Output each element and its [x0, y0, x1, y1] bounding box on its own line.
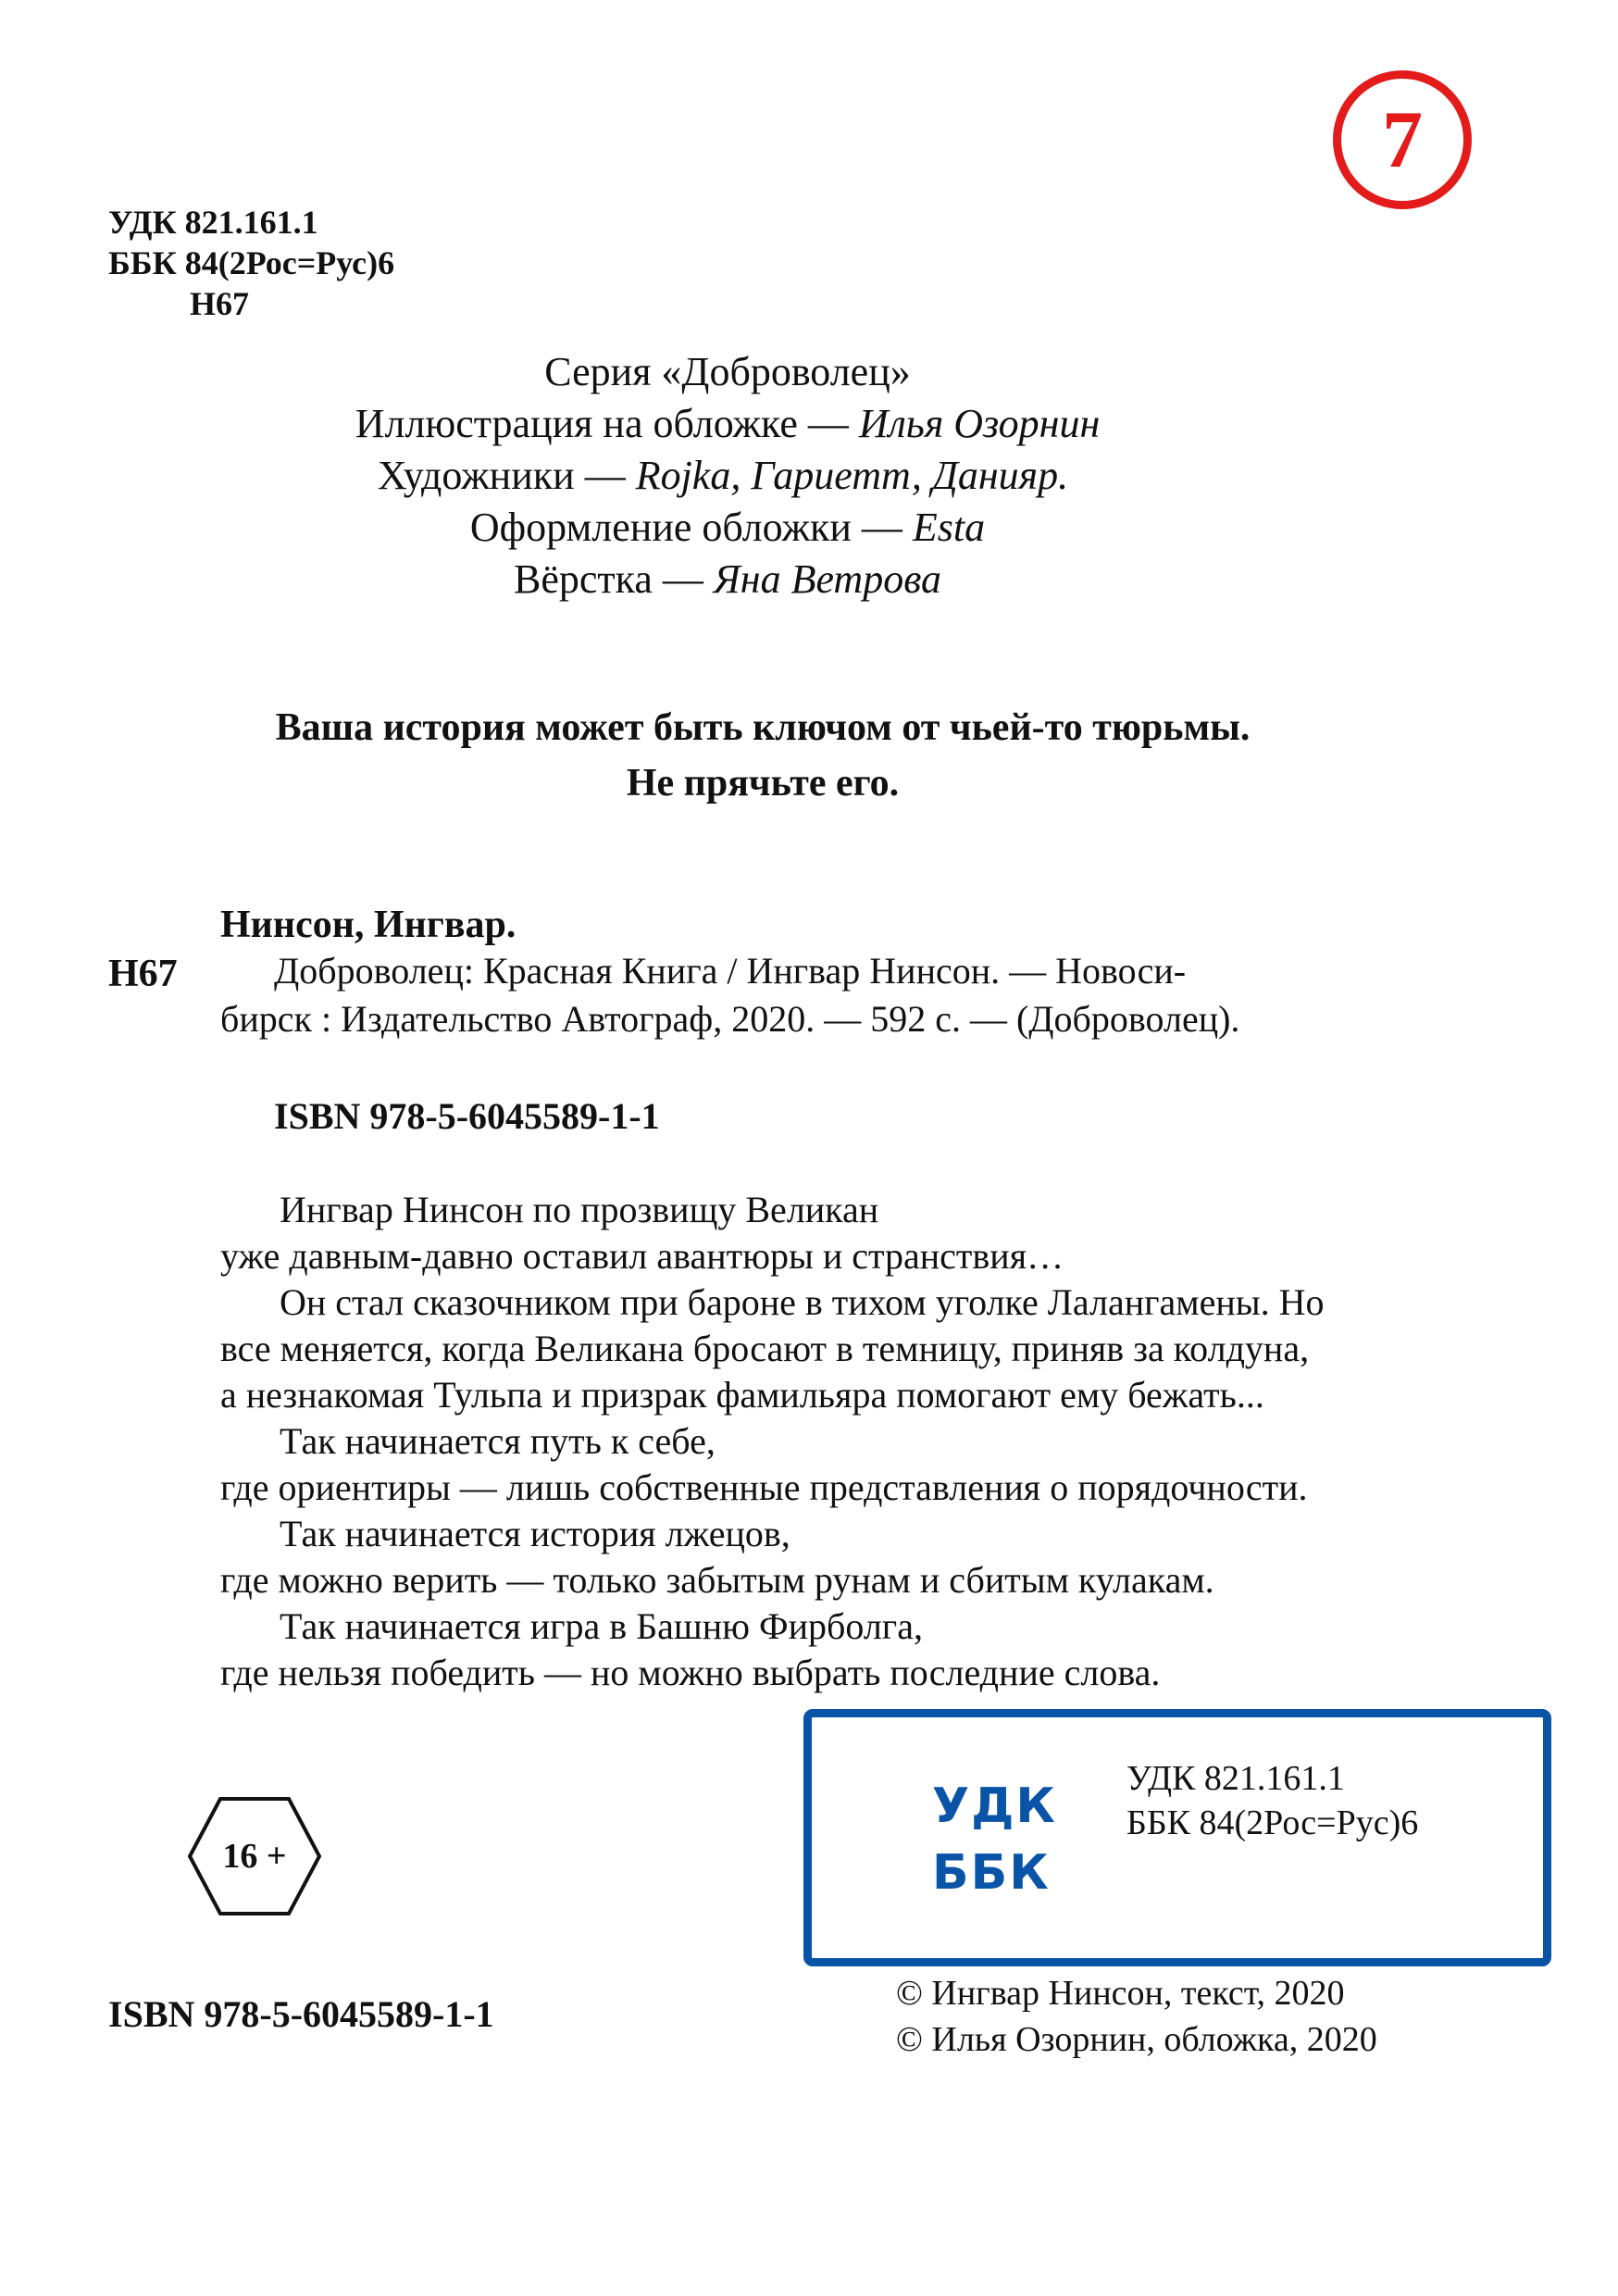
udk-box-code: УДК 821.161.1 [1126, 1759, 1345, 1798]
annotation-line: Он стал сказочником при бароне в тихом уголке Лалангамены. Но [280, 1281, 1325, 1323]
bibliography-mark: Н67 [108, 953, 178, 995]
udk-box-label: УДК [932, 1778, 1057, 1834]
annotation-line: а незнакомая Тульпа и призрак фамильяра помогают ему бежать... [220, 1374, 1264, 1416]
age-rating-label: 16 + [222, 1837, 287, 1876]
udk-bbk-box [803, 1709, 1551, 1966]
bibliography-line-1: Доброволец: Красная Книга / Ингвар Нинсон. — Новоси- [274, 950, 1187, 992]
bbk-box-code: ББК 84(2Рос=Рус)6 [1126, 1803, 1419, 1842]
cover-illustration-name: Илья Озорнин [858, 401, 1101, 446]
annotation-line: где можно верить — только забытым рунам и сбитым кулакам. [220, 1559, 1214, 1601]
artists-label: Художники — [377, 453, 636, 498]
bbk-code: ББК 84(2Рос=Рус)6 [108, 244, 395, 281]
layout-name: Яна Ветрова [713, 556, 942, 602]
annotation [220, 1187, 1498, 1696]
isbn-bottom: ISBN 978-5-6045589-1-1 [108, 1993, 494, 2035]
annotation-line: Ингвар Нинсон по прозвищу Великан [280, 1189, 879, 1230]
motto-line-2: Не прячьте его. [626, 762, 900, 805]
layout-label: Вёрстка — [513, 556, 714, 602]
cover-illustration-line [0, 398, 1618, 450]
annotation-line: все меняется, когда Великана бросают в темницу, приняв за колдуна, [220, 1328, 1310, 1369]
page-number-badge [1333, 70, 1472, 209]
annotation-line: Так начинается история лжецов, [280, 1513, 790, 1554]
series-line: Серия «Доброволец» [544, 349, 911, 394]
copyright-cover: © Илья Озорнин, обложка, 2020 [896, 2020, 1377, 2059]
cover-design-label: Оформление обложки — [469, 505, 913, 550]
annotation-line: где нельзя победить — но можно выбрать последние слова. [220, 1652, 1161, 1693]
annotation-line: Так начинается путь к себе, [280, 1420, 716, 1462]
copyright-text: © Ингвар Нинсон, текст, 2020 [896, 1974, 1345, 2013]
artists-line [0, 450, 1618, 502]
motto-line-1: Ваша история может быть ключом от чьей-то тюрьмы. [275, 706, 1251, 749]
cover-design-name: Esta [912, 505, 986, 550]
page-number: 7 [1382, 94, 1423, 185]
annotation-line: Так начинается игра в Башню Фирболга, [280, 1605, 923, 1647]
bbk-box-label: ББК [932, 1845, 1051, 1901]
annotation-line: где ориентиры — лишь собственные представления о порядочности. [220, 1466, 1308, 1508]
annotation-line: уже давным-давно оставил авантюры и странствия… [220, 1235, 1064, 1277]
bibliography-author: Нинсон, Ингвар. [220, 904, 517, 946]
cover-design-line [0, 502, 1618, 554]
bibliography-line-2: бирск : Издательство Автограф, 2020. — 592 с. — (Доброволец). [220, 998, 1240, 1040]
bibliography-isbn: ISBN 978-5-6045589-1-1 [274, 1095, 660, 1137]
author-mark-code: Н67 [190, 285, 250, 322]
credits-block [0, 346, 1618, 605]
motto [0, 700, 1618, 811]
artists-names: Rojka, Гариетт, Данияр. [635, 453, 1069, 498]
cover-illustration-label: Иллюстрация на обложке — [355, 401, 859, 446]
udk-code: УДК 821.161.1 [108, 204, 318, 241]
layout-line [0, 554, 1618, 605]
